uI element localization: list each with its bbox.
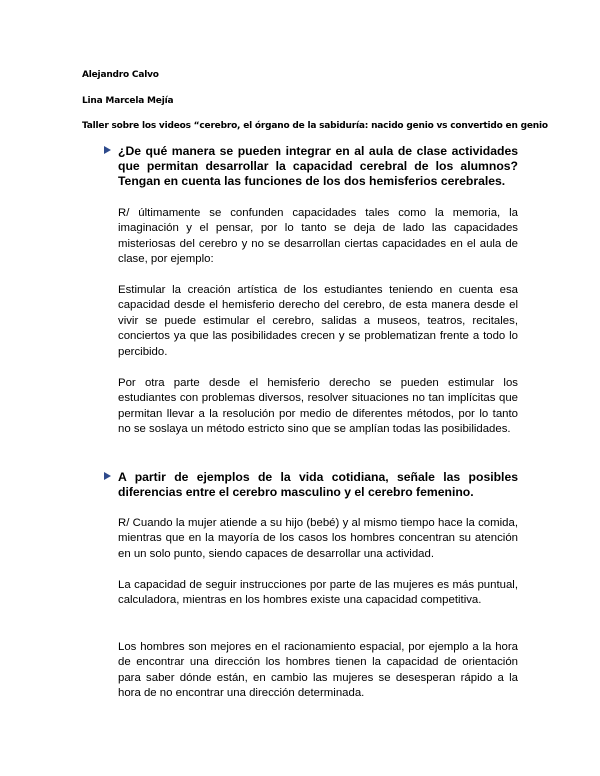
paragraph-2-3: Los hombres son mejores en el racionamiento espacial, por ejemplo a la hora de encontrar una dirección los hombres tienen la capacidad de orientación para saber dónde están, en cambio las mujeres se desesperan rápido a la hora de no encontrar una dirección determinada. xyxy=(118,641,518,700)
question-1: ¿De qué manera se pueden integrar en al aula de clase actividades que permitan desarrollar la capacidad cerebral de los alumnos? Tengan en cuenta las funciones de los dos hemisferios cerebrales. xyxy=(118,144,518,188)
paragraph-1-2: Estimular la creación artística de los estudiantes teniendo en cuenta esa capacidad desde el hemisferio derecho del cerebro, de esta manera desde el vivir se puede estimular el cerebro, salidas a museos, teatros, recitales, conciertos ya que las posibilidades crecen y se problematizan frente a todo lo percibido. xyxy=(118,284,518,358)
paragraph-1-3: Por otra parte desde el hemisferio derecho se pueden estimular los estudiantes con problemas diversos, resolver situaciones no tan implícitas que permitan llevar a la resolución por medio de diferentes métodos, por lo tanto no se soslaya un método estricto sino que se amplían todas las posibilidades. xyxy=(118,377,518,436)
author-name-1: Alejandro Calvo xyxy=(82,70,159,80)
paragraph-1-1: R/ últimamente se confunden capacidades tales como la memoria, la imaginación y el pensar, por lo tanto se deja de lado las capacidades misteriosas del cerebro y no se desarrollan ciertas capacidades en el aula de clase, por ejemplo: xyxy=(118,207,518,266)
paragraph-2-1: R/ Cuando la mujer atiende a su hijo (bebé) y al mismo tiempo hace la comida, mientras que en la mayoría de los casos los hombres concentran su atención en un solo punto, siendo capaces de desarrollar una actividad. xyxy=(118,517,518,560)
arrow-bullet-icon xyxy=(104,146,111,154)
question-2: A partir de ejemplos de la vida cotidiana, señale las posibles diferencias entre el cerebro masculino y el cerebro femenino. xyxy=(118,470,518,499)
document-title: Taller sobre los videos “cerebro, el órgano de la sabiduría: nacido genio vs convertido en genio xyxy=(82,121,548,131)
paragraph-2-2: La capacidad de seguir instrucciones por parte de las mujeres es más puntual, calculadora, mientras en los hombres existe una capacidad competitiva. xyxy=(118,579,518,607)
arrow-bullet-icon xyxy=(104,472,111,480)
author-name-2: Lina Marcela Mejía xyxy=(82,96,174,106)
